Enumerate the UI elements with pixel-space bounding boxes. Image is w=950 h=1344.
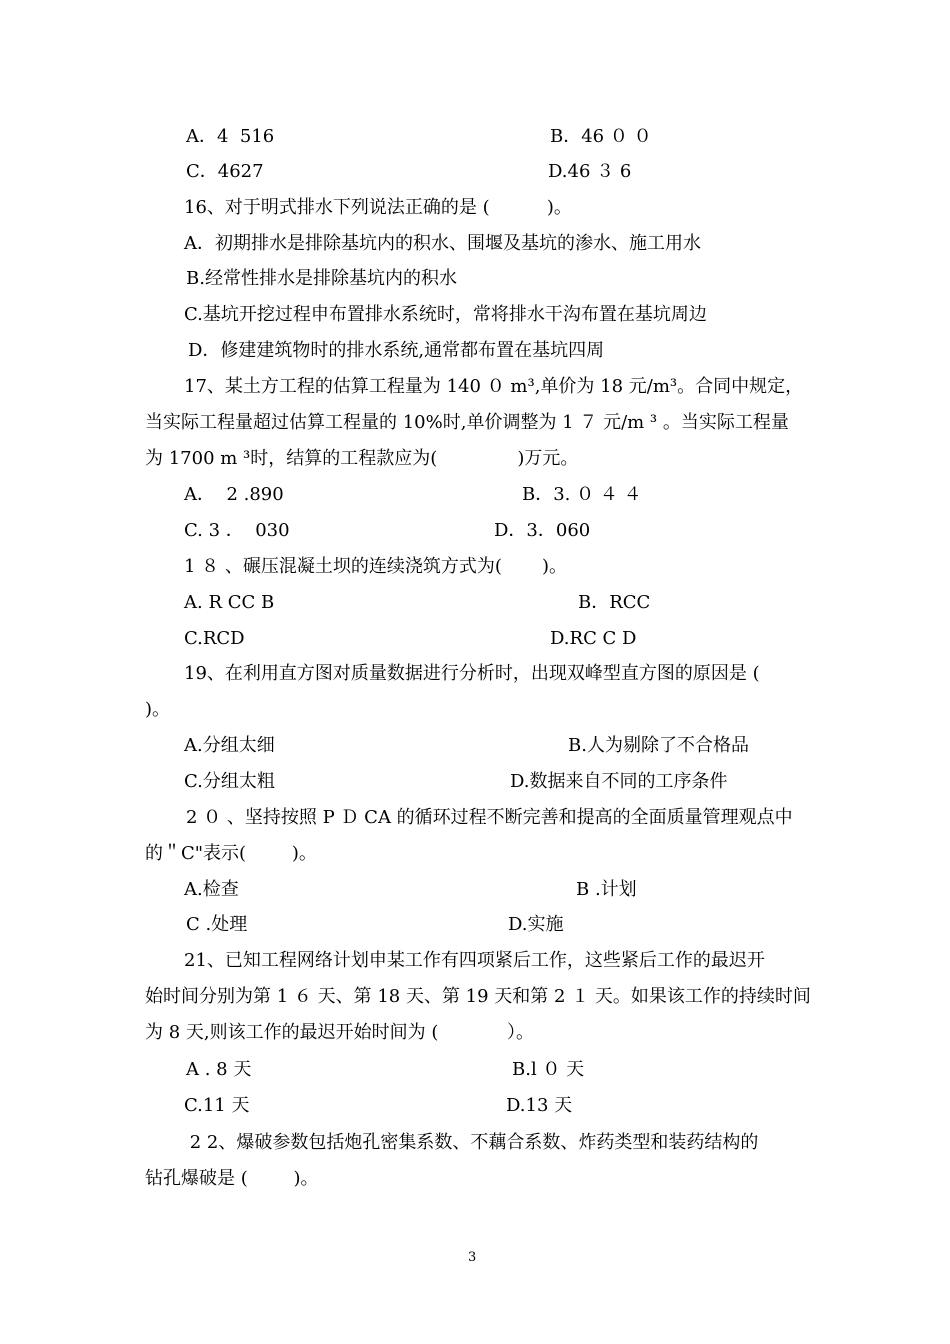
line-39: C.11 天 [184,1095,250,1116]
line-17: 1 ８ 、碾压混凝土坝的连续浇筑方式为( )。 [184,556,567,577]
line-13: A． 2 .890 [184,484,284,505]
line-3: C．4627 [186,161,264,182]
page-number: 3 [468,1250,477,1265]
line-4: D.46 ３ 6 [548,161,632,182]
line-24: A.分组太细 [184,735,275,756]
line-10: 17、某土方工程的估算工程量为 140 ０ m³,单价为 18 元/m³。合同中规定， [184,376,804,397]
line-1: A．4 516 [186,126,275,147]
line-42: 钻孔爆破是 ( )。 [145,1168,319,1189]
line-18: A. R CC B [184,592,275,613]
line-14: B．3. ０ ４ ４ [522,484,642,505]
line-34: 21、已知工程网络计划申某工作有四项紧后工作，这些紧后工作的最迟开 [184,950,765,971]
line-2: B．46 ０ ０ [550,126,652,147]
line-30: A.检查 [184,879,239,900]
line-19: B．RCC [578,592,651,613]
line-33: D.实施 [508,914,564,935]
line-38: B.l ０ 天 [512,1059,585,1080]
line-8: C.基坑开挖过程申布置排水系统时，常将排水干沟布置在基坑周边 [184,304,707,325]
line-26: C.分组太粗 [184,771,275,792]
line-20: C.RCD [184,628,245,649]
line-9: D．修建建筑物时的排水系统,通常都布置在基坑四周 [188,340,605,361]
line-7: B.经常性排水是排除基坑内的积水 [186,268,457,289]
line-28: 2 ０ 、坚持按照 P Ｄ CA 的循环过程不断完善和提高的全面质量管理观点中 [186,807,793,828]
line-23: )。 [145,699,171,720]
line-22: 19、在利用直方图对质量数据进行分析时，出现双峰型直方图的原因是 ( [184,663,760,684]
line-29: 的＂C"表示( )。 [145,843,317,864]
line-25: B.人为剔除了不合格品 [568,735,749,756]
line-32: C .处理 [186,914,248,935]
line-16: D．3．060 [494,520,591,541]
line-12: 为 1700 m ³时，结算的工程款应为( )万元。 [145,448,579,469]
line-35: 始时间分别为第 1 ６ 天、第 18 天、第 19 天和第 2 １ 天。如果该工作的持续时间 [145,986,811,1007]
line-31: B .计划 [576,879,637,900]
line-37: A . 8 天 [186,1059,252,1080]
line-41: 2 2、爆破参数包括炮孔密集系数、不藕合系数、炸药类型和装药结构的 [184,1132,759,1153]
line-6: A．初期排水是排除基坑内的积水、围堰及基坑的渗水、施工用水 [184,233,701,254]
line-27: D.数据来自不同的工序条件 [510,771,728,792]
line-11: 当实际工程量超过估算工程量的 10%时,单价调整为 1 ７ 元/m ³ 。当实际工程量 [145,412,789,433]
line-21: D.RC C D [550,628,637,649]
line-36: 为 8 天,则该工作的最迟开始时间为 ( ）。 [145,1022,535,1043]
line-15: C. 3 ． 030 [184,520,290,541]
line-5: 16、对于明式排水下列说法正确的是 ( )。 [184,197,572,218]
line-40: D.13 天 [506,1095,573,1116]
